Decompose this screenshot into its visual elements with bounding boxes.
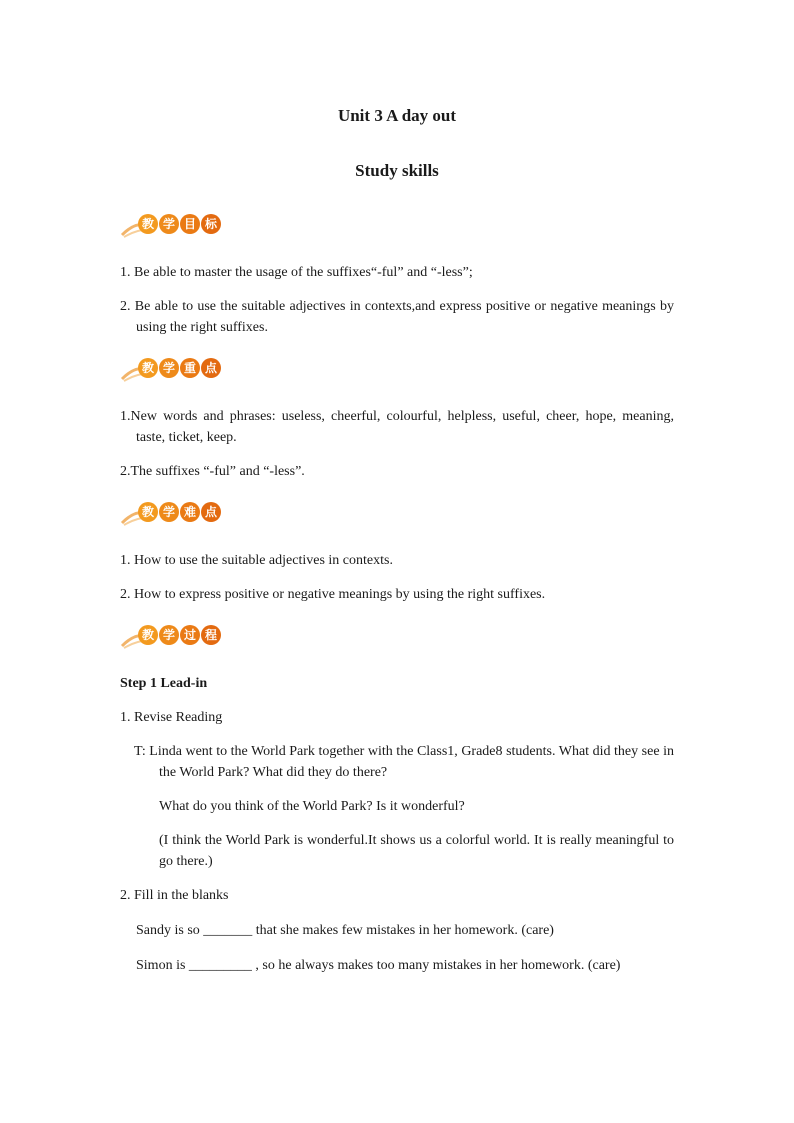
badge-char: 过 [180, 625, 200, 645]
key-point-item [120, 406, 674, 448]
objectives-badge [120, 213, 224, 239]
badge-char: 难 [180, 502, 200, 522]
badge-char: 学 [159, 214, 179, 234]
badge-char: 教 [138, 358, 158, 378]
fill-blank-text: Simon is _________ , so he always makes too many mistakes in her homework. (care) [136, 958, 621, 973]
badge-char: 学 [159, 502, 179, 522]
page-subtitle: Study skills [355, 161, 439, 180]
difficulties-badge [120, 501, 224, 527]
badge-char: 重 [180, 358, 200, 378]
badge-char: 目 [180, 214, 200, 234]
fill-heading: 2. Fill in the blanks [120, 888, 229, 903]
objective-item [120, 296, 674, 338]
badge-char: 点 [201, 502, 221, 522]
badge-char: 标 [201, 214, 221, 234]
badge-char: 学 [159, 625, 179, 645]
key-point-text: 1.New words and phrases: useless, cheerful, colourful, helpless, useful, cheer, hope, meaning, taste, ticket, keep. [120, 409, 674, 445]
teacher-question [134, 741, 674, 783]
fill-blank-item: Sandy is so _______ that she makes few mistakes in her homework. (care) [136, 923, 554, 938]
process-badge [120, 624, 224, 650]
key-point-item: 2.The suffixes “-ful” and “-less”. [120, 464, 305, 479]
teacher-question: What do you think of the World Park? Is it wonderful? [159, 799, 465, 814]
objective-text: 2. Be able to use the suitable adjectives in contexts,and express positive or negative meanings by using the right suffixes. [120, 299, 674, 335]
objective-item: 1. Be able to master the usage of the suffixes“-ful” and “-less”; [120, 265, 473, 280]
badge-char: 程 [201, 625, 221, 645]
badge-char: 教 [138, 625, 158, 645]
badge-char: 教 [138, 214, 158, 234]
teacher-question-text: T: Linda went to the World Park together with the Class1, Grade8 students. What did they see in the World Park? What did they do there? [134, 744, 674, 780]
badge-char: 教 [138, 502, 158, 522]
fill-blank-item [120, 955, 674, 976]
page-title: Unit 3 A day out [337, 106, 457, 125]
step-heading: Step 1 Lead-in [120, 676, 208, 691]
difficulty-item: 2. How to express positive or negative meanings by using the right suffixes. [120, 587, 546, 602]
badge-char: 点 [201, 358, 221, 378]
key-points-badge [120, 357, 224, 383]
teacher-answer: (I think the World Park is wonderful.It shows us a colorful world. It is really meaningful to go there.) [159, 833, 674, 869]
revise-item: 1. Revise Reading [120, 710, 223, 725]
difficulty-item: 1. How to use the suitable adjectives in contexts. [120, 553, 393, 568]
badge-char: 学 [159, 358, 179, 378]
